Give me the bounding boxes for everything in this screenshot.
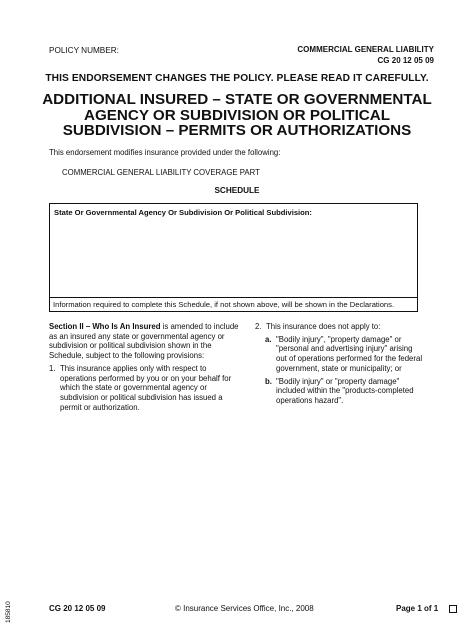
exclusion-b-text: "Bodily injury" or "property damage" included within the "products-completed operations hazard". xyxy=(276,376,414,405)
exclusion-a xyxy=(265,335,425,374)
schedule-box xyxy=(49,203,418,312)
policy-number-label: POLICY NUMBER: xyxy=(49,46,119,55)
side-code-text: 185810 xyxy=(5,601,12,623)
checkbox-icon xyxy=(449,605,457,613)
endorsement-notice: THIS ENDORSEMENT CHANGES THE POLICY. PLEASE READ IT CAREFULLY. xyxy=(45,73,429,84)
exclusion-a-text: "Bodily injury", "property damage" or "personal and advertising injury" arising out of operations performed for the federal government, state or municipality; or xyxy=(276,334,423,373)
side-code xyxy=(5,583,17,623)
form-header xyxy=(297,44,434,66)
schedule-label: SCHEDULE xyxy=(214,186,260,195)
exclusion-a-label: a. xyxy=(265,334,272,344)
provision-1 xyxy=(49,364,241,413)
coverage-part: COMMERCIAL GENERAL LIABILITY COVERAGE PART xyxy=(62,168,260,177)
provision-1-number: 1. xyxy=(49,363,56,373)
page-title: ADDITIONAL INSURED – STATE OR GOVERNMENTAL AGENCY OR SUBDIVISION OR POLITICAL SUBDIVISION – PERMITS OR AUTHORIZATIONS xyxy=(42,91,432,140)
footer-copyright: © Insurance Services Office, Inc., 2008 xyxy=(175,604,314,613)
section-intro-text: is amended to include as an insured any state or governmental agency or subdivision or political subdivision shown in the Schedule, subject to the following provisions: xyxy=(49,322,239,361)
footer-form-number: CG 20 12 05 09 xyxy=(49,604,106,613)
provision-1-text: This insurance applies only with respect to operations performed by you or on your behalf for which the state or governmental agency or subdivision or political subdivision has issued a permit or authorization. xyxy=(60,363,232,412)
modifies-text: This endorsement modifies insurance provided under the following: xyxy=(49,148,281,157)
provision-2-number: 2. xyxy=(255,322,262,331)
form-number-top: CG 20 12 05 09 xyxy=(377,56,434,65)
line-of-business: COMMERCIAL GENERAL LIABILITY xyxy=(297,45,434,54)
section-heading: Section II – Who Is An Insured xyxy=(49,322,161,331)
schedule-header: State Or Governmental Agency Or Subdivision Or Political Subdivision: xyxy=(54,208,312,217)
schedule-footer: Information required to complete this Schedule, if not shown above, will be shown in the Declarations. xyxy=(50,297,417,311)
provision-2-text: This insurance does not apply to: xyxy=(266,322,381,331)
provision-2 xyxy=(255,322,425,332)
exclusion-b xyxy=(265,377,425,406)
section-intro xyxy=(49,322,241,361)
right-column xyxy=(255,322,425,406)
exclusion-b-label: b. xyxy=(265,376,272,386)
left-column xyxy=(49,322,241,412)
footer-page-number: Page 1 of 1 xyxy=(396,604,439,613)
